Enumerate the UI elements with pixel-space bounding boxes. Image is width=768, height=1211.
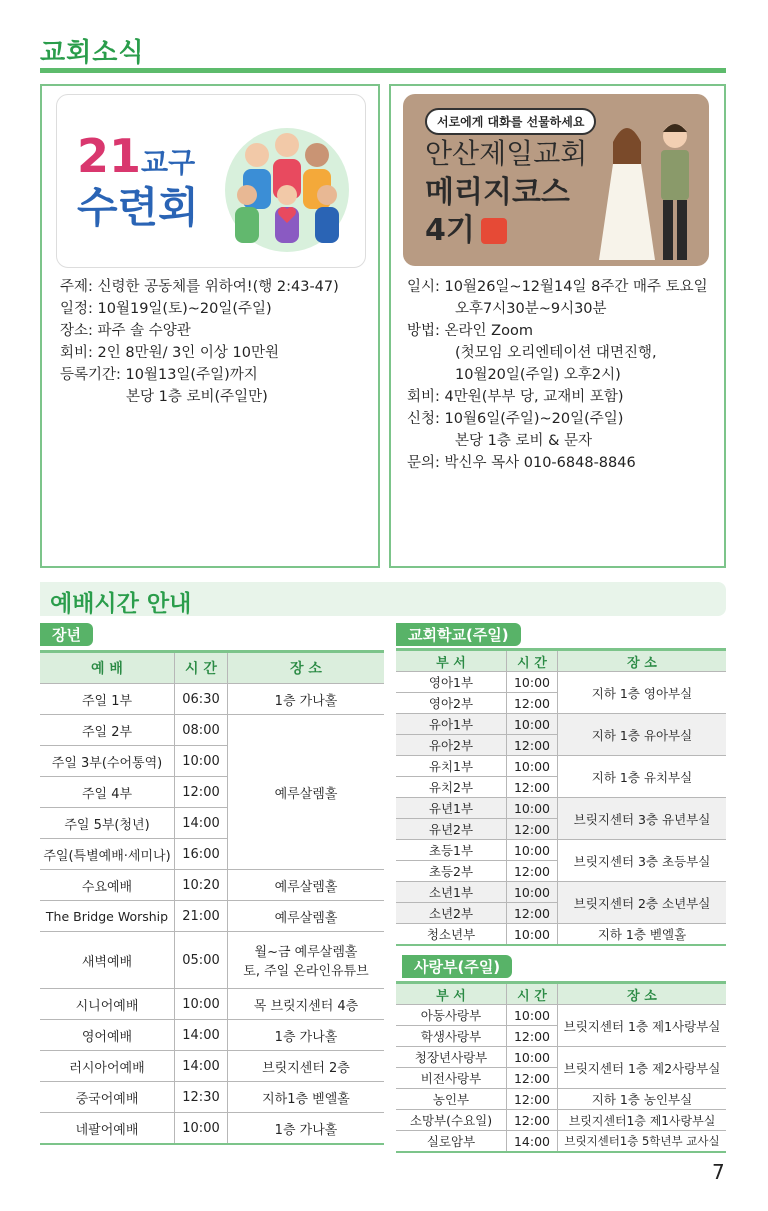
- dept-name: 소년2부: [396, 903, 507, 924]
- worship-time: 10:00: [175, 746, 228, 777]
- info-line: 회비: 2인 8만원/ 3인 이상 10만원: [60, 345, 280, 361]
- table-row: [396, 798, 726, 819]
- worship-time: 10:00: [175, 989, 228, 1020]
- dept-name: 유치2부: [396, 777, 507, 798]
- table-row: [40, 1020, 384, 1051]
- worship-name: 네팔어예배: [40, 1113, 175, 1145]
- table-row: [40, 1113, 384, 1145]
- info-line: 일정: 10월19일(토)~20일(주일): [60, 301, 272, 317]
- dept-time: 14:00: [507, 1131, 558, 1153]
- table-header: 장 소: [558, 983, 727, 1005]
- table-row: [396, 714, 726, 735]
- school-table: [396, 648, 726, 946]
- table-row: [396, 1005, 726, 1026]
- table-row: [40, 901, 384, 932]
- worship-name: 주일 3부(수어통역): [40, 746, 175, 777]
- table-row: [396, 924, 726, 946]
- dept-name: 실로암부: [396, 1131, 507, 1153]
- worship-time: 14:00: [175, 808, 228, 839]
- worship-name: 수요예배: [40, 870, 175, 901]
- dept-place: 브릿지센터 1층 제1사랑부실: [558, 1005, 727, 1047]
- dept-name: 초등2부: [396, 861, 507, 882]
- worship-name: 주일 2부: [40, 715, 175, 746]
- dept-time: 12:00: [507, 735, 558, 756]
- table-row: [396, 1110, 726, 1131]
- poster-line2: 메리지코스: [425, 175, 570, 210]
- dept-name: 영아1부: [396, 672, 507, 693]
- marriage-poster: [403, 94, 709, 266]
- dept-time: 12:00: [507, 903, 558, 924]
- poster-tag: 서로에게 대화를 선물하세요: [425, 108, 596, 135]
- table-header: 시 간: [507, 650, 558, 672]
- worship-name: 새벽예배: [40, 932, 175, 989]
- poster-word2: 수련회: [77, 183, 199, 232]
- table-row: [396, 672, 726, 693]
- marriage-info: [407, 276, 708, 474]
- info-line: 본당 1층 로비(주일만): [126, 389, 268, 405]
- info-line: 오후7시30분~9시30분: [455, 301, 607, 317]
- worship-name: 영어예배: [40, 1020, 175, 1051]
- worship-place: 1층 가나홀: [228, 1113, 385, 1145]
- worship-name: The Bridge Worship: [40, 901, 175, 932]
- dept-name: 비전사랑부: [396, 1068, 507, 1089]
- info-line: 일시: 10월26일~12월14일 8주간 매주 토요일: [407, 279, 708, 295]
- worship-time: 05:00: [175, 932, 228, 989]
- table-row: [396, 1089, 726, 1110]
- worship-place: 예루살렘홀: [228, 901, 385, 932]
- dept-time: 12:00: [507, 819, 558, 840]
- poster-number: 21교구: [77, 129, 196, 183]
- worship-name: 주일 1부: [40, 684, 175, 715]
- dept-time: 10:00: [507, 924, 558, 946]
- retreat-card: [40, 84, 380, 568]
- dept-place: 브릿지센터1층 5학년부 교사실: [558, 1131, 727, 1153]
- table-header: 시 간: [175, 652, 228, 684]
- dept-name: 유치1부: [396, 756, 507, 777]
- dept-place: 지하 1층 유치부실: [558, 756, 727, 798]
- worship-section-title: 예배시간 안내: [50, 591, 192, 617]
- dept-time: 12:00: [507, 861, 558, 882]
- dept-time: 10:00: [507, 672, 558, 693]
- table-header: 부 서: [396, 983, 507, 1005]
- dept-place: 브릿지센터 1층 제2사랑부실: [558, 1047, 727, 1089]
- place-line: 월~금 예루살렘홀: [254, 945, 358, 960]
- couple-illustration-icon: [599, 114, 703, 264]
- worship-name: 주일 4부: [40, 777, 175, 808]
- table-row: [396, 882, 726, 903]
- dept-place: 지하 1층 유아부실: [558, 714, 727, 756]
- info-line: 본당 1층 로비 & 문자: [455, 433, 593, 449]
- table-header: 시 간: [507, 983, 558, 1005]
- dept-time: 12:00: [507, 1089, 558, 1110]
- dept-place: 브릿지센터 2층 소년부실: [558, 882, 727, 924]
- title-divider: [40, 68, 726, 73]
- table-row: [396, 756, 726, 777]
- dept-name: 아동사랑부: [396, 1005, 507, 1026]
- place-line: 토, 주일 온라인유튜브: [243, 964, 369, 979]
- section-title: 교회소식: [40, 38, 145, 68]
- worship-time: 08:00: [175, 715, 228, 746]
- dept-name: 유년1부: [396, 798, 507, 819]
- table-row: [40, 989, 384, 1020]
- worship-name: 중국어예배: [40, 1082, 175, 1113]
- dept-time: 10:00: [507, 882, 558, 903]
- love-table: [396, 981, 726, 1153]
- info-line: 장소: 파주 솔 수양관: [60, 323, 191, 339]
- table-header: 부 서: [396, 650, 507, 672]
- table-row: [40, 715, 384, 746]
- dept-name: 농인부: [396, 1089, 507, 1110]
- worship-place: 1층 가나홀: [228, 1020, 385, 1051]
- dept-name: 청소년부: [396, 924, 507, 946]
- love-pill: 사랑부(주일): [402, 955, 512, 978]
- dept-name: 소년1부: [396, 882, 507, 903]
- dept-name: 영아2부: [396, 693, 507, 714]
- adult-pill: 장년: [40, 623, 93, 646]
- table-row: [40, 870, 384, 901]
- table-header: 장 소: [228, 652, 385, 684]
- dept-time: 10:00: [507, 840, 558, 861]
- dept-time: 12:00: [507, 1026, 558, 1047]
- poster-word1: 교구: [141, 146, 196, 179]
- info-line: (첫모임 오리엔테이션 대면진행,: [455, 345, 657, 361]
- dept-time: 10:00: [507, 1005, 558, 1026]
- info-line: 주제: 신령한 공동체를 위하여!(행 2:43-47): [60, 279, 339, 295]
- poster-line3: 4기: [425, 213, 475, 248]
- retreat-info: [60, 276, 339, 408]
- worship-place: 예루살렘홀: [228, 715, 385, 870]
- worship-time: 10:20: [175, 870, 228, 901]
- dept-place: 브릿지센터1층 제1사랑부실: [558, 1110, 727, 1131]
- dept-place: 지하 1층 영아부실: [558, 672, 727, 714]
- worship-time: 06:30: [175, 684, 228, 715]
- worship-time: 12:30: [175, 1082, 228, 1113]
- info-line: 10월20일(주일) 오후2시): [455, 367, 621, 383]
- table-row: [40, 684, 384, 715]
- course-logo-icon: [481, 218, 507, 244]
- info-line: 회비: 4만원(부부 당, 교재비 포함): [407, 389, 624, 405]
- dept-time: 10:00: [507, 1047, 558, 1068]
- dept-time: 12:00: [507, 693, 558, 714]
- table-header: 예 배: [40, 652, 175, 684]
- info-line: 신청: 10월6일(주일)~20일(주일): [407, 411, 624, 427]
- dept-time: 12:00: [507, 1068, 558, 1089]
- worship-place: [228, 932, 385, 989]
- table-row: [40, 932, 384, 989]
- dept-name: 유년2부: [396, 819, 507, 840]
- worship-place: 지하1층 벧엘홀: [228, 1082, 385, 1113]
- worship-place: 예루살렘홀: [228, 870, 385, 901]
- school-pill: 교회학교(주일): [396, 623, 521, 646]
- dept-name: 초등1부: [396, 840, 507, 861]
- worship-place: 1층 가나홀: [228, 684, 385, 715]
- dept-name: 학생사랑부: [396, 1026, 507, 1047]
- worship-place: 브릿지센터 2층: [228, 1051, 385, 1082]
- worship-time: 12:00: [175, 777, 228, 808]
- worship-name: 주일 5부(청년): [40, 808, 175, 839]
- retreat-poster: [56, 94, 366, 268]
- worship-name: 주일(특별예배·세미나): [40, 839, 175, 870]
- worship-name: 러시아어예배: [40, 1051, 175, 1082]
- info-line: 등록기간: 10월13일(주일)까지: [60, 367, 258, 383]
- worship-time: 14:00: [175, 1020, 228, 1051]
- family-illustration-icon: [217, 115, 357, 255]
- table-row: [396, 1047, 726, 1068]
- dept-time: 12:00: [507, 1110, 558, 1131]
- marriage-course-card: [389, 84, 726, 568]
- dept-time: 10:00: [507, 714, 558, 735]
- dept-place: 지하 1층 벧엘홀: [558, 924, 727, 946]
- worship-time: 10:00: [175, 1113, 228, 1145]
- info-line: 문의: 박신우 목사 010-6848-8846: [407, 455, 636, 471]
- table-row: [396, 1131, 726, 1153]
- dept-name: 유아2부: [396, 735, 507, 756]
- dept-time: 10:00: [507, 756, 558, 777]
- dept-name: 청장년사랑부: [396, 1047, 507, 1068]
- dept-name: 유아1부: [396, 714, 507, 735]
- worship-time: 21:00: [175, 901, 228, 932]
- worship-time: 16:00: [175, 839, 228, 870]
- dept-name: 소망부(수요일): [396, 1110, 507, 1131]
- adult-worship-table: [40, 650, 384, 1145]
- poster-line1: 안산제일교회: [425, 137, 588, 170]
- dept-place: 브릿지센터 3층 유년부실: [558, 798, 727, 840]
- worship-time: 14:00: [175, 1051, 228, 1082]
- table-row: [40, 1051, 384, 1082]
- page-number: 7: [712, 1160, 725, 1184]
- dept-place: 지하 1층 농인부실: [558, 1089, 727, 1110]
- dept-time: 10:00: [507, 798, 558, 819]
- dept-time: 12:00: [507, 777, 558, 798]
- table-row: [40, 1082, 384, 1113]
- worship-place: 목 브릿지센터 4층: [228, 989, 385, 1020]
- table-header: 장 소: [558, 650, 727, 672]
- table-row: [396, 840, 726, 861]
- dept-place: 브릿지센터 3층 초등부실: [558, 840, 727, 882]
- worship-name: 시니어예배: [40, 989, 175, 1020]
- info-line: 방법: 온라인 Zoom: [407, 323, 533, 339]
